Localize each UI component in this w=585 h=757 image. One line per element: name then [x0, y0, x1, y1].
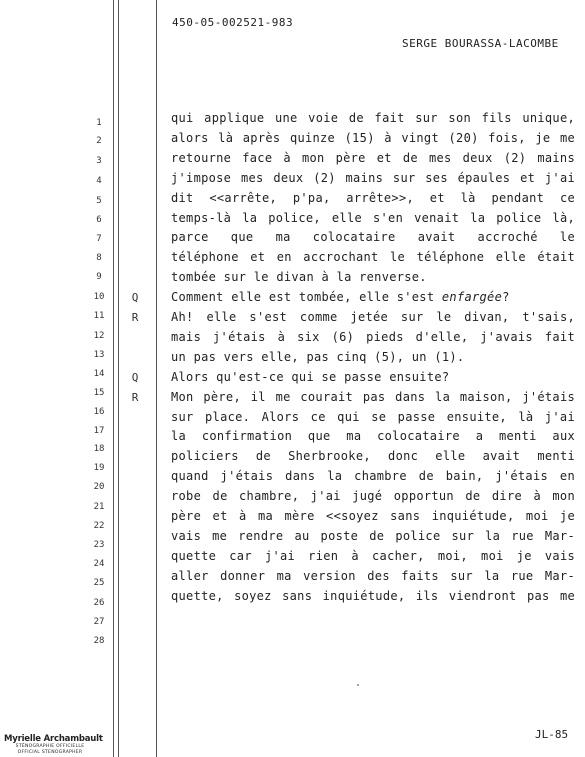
transcript-line	[171, 509, 575, 523]
transcript-line	[171, 489, 575, 503]
transcript-line	[171, 270, 575, 284]
line-number: 17	[93, 426, 105, 436]
transcript-line	[171, 250, 575, 264]
stenographer-title-fr: STÉNOGRAPHIE OFFICIELLE	[15, 744, 85, 749]
line-number: 5	[96, 196, 102, 206]
line-number: 4	[96, 176, 102, 186]
line-number: 10	[93, 292, 105, 302]
transcript-line	[171, 310, 575, 324]
speck	[357, 684, 359, 686]
transcript-line	[171, 429, 575, 443]
line-number: 6	[96, 215, 102, 225]
line-number: 26	[93, 598, 105, 608]
speaker-marker: Q	[131, 291, 139, 305]
transcript-line	[171, 410, 575, 424]
transcript-line	[171, 131, 575, 145]
transcript-line	[171, 330, 575, 344]
line-number: 9	[96, 272, 102, 282]
transcript-line	[171, 230, 575, 244]
transcript-line-text: dit <<arrête, p'pa, arrête>>, et là pendant ce	[171, 190, 575, 205]
transcript-line	[171, 370, 575, 384]
transcript-line	[171, 390, 575, 404]
transcript-line	[171, 211, 575, 225]
emphasized-word: enfargée	[441, 290, 503, 305]
text-margin-line	[156, 0, 157, 757]
speaker-marker: R	[131, 390, 139, 404]
transcript-line-text: quette car j'ai rien à cacher, moi, moi je vais	[171, 548, 575, 563]
case-number: 450-05-002521-983	[172, 16, 294, 29]
transcript-line-text: parce que ma colocataire avait accroché le	[171, 230, 575, 245]
line-number: 23	[93, 540, 105, 550]
line-number: 7	[96, 234, 102, 244]
line-number: 16	[93, 407, 105, 417]
transcript-line-text: qui applique une voie de fait sur son fils unique,	[171, 111, 575, 125]
transcript-line	[171, 191, 575, 205]
transcript-line	[171, 171, 575, 185]
line-number: 13	[93, 350, 105, 360]
transcript-line-text: robe de chambre, j'ai jugé opportun de dire à mon	[171, 489, 575, 504]
transcript-line-text: vais me rendre au poste de police sur la rue Mar-	[171, 528, 575, 543]
line-number: 12	[93, 331, 105, 341]
line-number: 20	[93, 482, 105, 492]
page-number: JL-85	[535, 728, 569, 741]
transcript-line-text: Alors qu'est-ce qui se passe ensuite?	[171, 369, 450, 384]
line-number: 27	[93, 617, 105, 627]
transcript-line-text: aller donner ma version des faits sur la rue Mar-	[171, 568, 575, 583]
speaker-marker: Q	[131, 370, 139, 384]
transcript-line	[171, 469, 575, 483]
transcript-line-text: mais j'étais à six (6) pieds d'elle, j'avais fait	[171, 329, 575, 344]
line-number: 24	[93, 559, 105, 569]
transcript-line	[171, 111, 575, 125]
transcript-line-text: alors là après quinze (15) à vingt (20) fois, je me	[171, 130, 575, 145]
line-number: 15	[93, 388, 105, 398]
transcript-line	[171, 449, 575, 463]
transcript-line	[171, 290, 575, 304]
line-number: 19	[93, 463, 105, 473]
line-number: 8	[96, 253, 102, 263]
transcript-line-text: Mon père, il me courait pas dans la maison, j'étais	[171, 389, 575, 404]
line-number: 3	[96, 156, 102, 166]
line-number: 22	[93, 521, 105, 531]
stenographer-name: Myrielle Archambault	[4, 734, 103, 744]
transcript-line-text: policiers de Sherbrooke, donc elle avait menti	[171, 449, 575, 464]
punctuation: ?	[502, 290, 510, 305]
transcript-line-text: temps-là la police, elle s'en venait la police là,	[171, 210, 575, 225]
line-number: 28	[93, 636, 105, 646]
transcript-line-text: un pas vers elle, pas cinq (5), un (1).	[171, 349, 465, 364]
transcript-line-text: j'impose mes deux (2) mains sur ses épaules et j'ai	[171, 170, 575, 185]
transcript-line-text: Comment elle est tombée, elle s'est	[171, 290, 435, 305]
stenographer-logo	[4, 734, 103, 756]
speaker-marker: R	[131, 311, 139, 324]
transcript-line-text: quette, soyez sans inquiétude, ils viendront pas me	[171, 588, 575, 603]
transcript-line-text: tombée sur le divan à la renverse.	[171, 270, 427, 285]
transcript-line-text: sur place. Alors ce qui se passe ensuite, là j'ai	[171, 409, 575, 424]
line-number: 11	[93, 311, 105, 321]
transcript-line	[171, 549, 575, 563]
line-number: 18	[93, 444, 105, 454]
transcript-line	[171, 569, 575, 583]
transcript-line-text: la confirmation que ma colocataire a menti aux	[171, 429, 575, 444]
transcript-line-text: téléphone et en accrochant le téléphone elle était	[171, 250, 575, 265]
line-number: 25	[93, 578, 105, 588]
transcript-line-text: quand j'étais dans la chambre de bain, j'étais en	[171, 469, 575, 484]
transcript-line-text: père et à ma mère <<soyez sans inquiétude, moi je	[171, 509, 575, 523]
line-number: 1	[96, 118, 102, 128]
transcript-line-text: Ah! elle s'est comme jetée sur le divan, t'sais,	[171, 310, 575, 324]
stenographer-title-en: OFFICIAL STENOGRAPHER	[17, 750, 83, 755]
transcript-line	[171, 151, 575, 165]
line-number: 14	[93, 369, 105, 379]
line-number: 2	[96, 136, 102, 146]
transcript-line	[171, 350, 575, 364]
transcript-line	[171, 589, 575, 603]
transcript-line-text: retourne face à mon père et de mes deux (2) mains	[171, 150, 575, 165]
witness-name: SERGE BOURASSA-LACOMBE	[402, 37, 559, 50]
line-number: 21	[93, 502, 105, 512]
transcript-line	[171, 529, 575, 543]
